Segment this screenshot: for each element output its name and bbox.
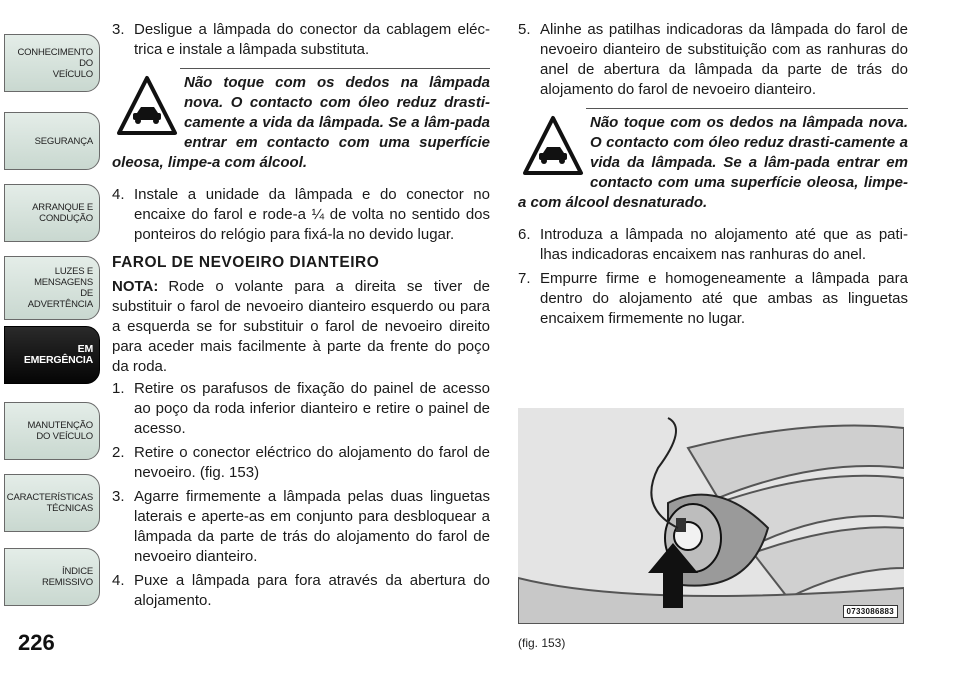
step-2 — [112, 443, 490, 483]
warning-text: Não toque com os dedos na lâmpada nova. O contacto com óleo reduz drasti-camente a vida da lâmpada. Se a lâm-pada entrar em contacto com uma superfície oleosa, limpe-a com álcool desnaturado. — [518, 114, 908, 211]
tab-arranque[interactable]: ARRANQUE E CONDUÇÃO — [4, 184, 100, 242]
step-text: Retire os parafusos de fixação do painel de acesso ao poço da roda inferior dianteiro e retire o painel de acesso. — [134, 380, 490, 437]
tab-indice[interactable]: ÍNDICE REMISSIVO — [4, 548, 100, 606]
step-4 — [112, 185, 490, 245]
step-text: Puxe a lâmpada para fora através da abertura do alojamento. — [134, 572, 490, 609]
figure-caption: (fig. 153) — [518, 636, 566, 650]
step-5 — [518, 20, 908, 100]
step-text: Desligue a lâmpada do conector da cablagem eléc-trica e instale a lâmpada substituta. — [134, 21, 490, 58]
section-heading: FAROL DE NEVOEIRO DIANTEIRO — [112, 254, 380, 271]
warning-rule — [180, 68, 490, 69]
note-text: Rode o volante para a direita se tiver de substituir o farol de nevoeiro dianteiro esquerdo ou para a esquerda se for substituir o farol de nevoeiro direito para aceder mais facilmente à parte da frente do poço da roda. — [112, 278, 490, 375]
step-3b — [112, 487, 490, 567]
warning-rule — [586, 108, 908, 109]
tab-conhecimento[interactable]: CONHECIMENTO DO VEÍCULO — [4, 34, 100, 92]
step-7 — [518, 269, 908, 329]
warning-text: Não toque com os dedos na lâmpada nova. O contacto com óleo reduz drasti-camente a vida da lâmpada. Se a lâm-pada entrar em contacto com uma superfície oleosa, limpe-a com álcool. — [112, 74, 490, 171]
step-text: Retire o conector eléctrico do alojamento do farol de nevoeiro. (fig. 153) — [134, 444, 490, 481]
step-number: 7. — [518, 270, 531, 287]
step-number: 5. — [518, 21, 531, 38]
step-text: Agarre firmemente a lâmpada pelas duas linguetas laterais e aperte-as em conjunto para desbloquear a lâmpada da parte de trás do alojamento do farol de nevoeiro dianteiro. — [134, 488, 490, 565]
warning-triangle-icon — [116, 75, 178, 137]
step-number: 2. — [112, 444, 125, 461]
note-label: NOTA: — [112, 278, 159, 295]
step-number: 3. — [112, 488, 125, 505]
step-text: Empurre firme e homogeneamente a lâmpada para dentro do alojamento até que ambas as linguetas encaixem firmemente no lugar. — [540, 270, 908, 327]
warning-box — [518, 108, 908, 213]
step-number: 6. — [518, 226, 531, 243]
warning-box — [112, 68, 490, 173]
right-column — [518, 20, 908, 333]
step-4b — [112, 571, 490, 611]
fog-lamp-illustration — [518, 408, 904, 624]
figure-fog-lamp — [518, 408, 904, 624]
page-number: 226 — [18, 630, 55, 655]
tab-manutencao[interactable]: MANUTENÇÃO DO VEÍCULO — [4, 402, 100, 460]
tab-luzes[interactable]: LUZES E MENSAGENS DE ADVERTÊNCIA — [4, 256, 100, 320]
figure-code: 0733086883 — [843, 605, 899, 618]
step-1 — [112, 379, 490, 439]
left-column — [112, 20, 490, 615]
note-paragraph — [112, 277, 490, 377]
step-3 — [112, 20, 490, 60]
step-number: 1. — [112, 380, 125, 397]
step-text: Alinhe as patilhas indicadoras da lâmpada do farol de nevoeiro dianteiro de substituição com as ranhuras do anel de abertura da lâmpada da parte de trás do alojamento do farol de nevoeiro dianteiro. — [540, 21, 908, 98]
step-number: 4. — [112, 572, 125, 589]
tab-seguranca[interactable]: SEGURANÇA — [4, 112, 100, 170]
step-text: Introduza a lâmpada no alojamento até que as pati-lhas indicadoras encaixem nas ranhuras do anel. — [540, 226, 908, 263]
step-text: Instale a unidade da lâmpada e do conector no encaixe do farol e rode-a ¼ de volta no sentido dos ponteiros do relógio para fixá-la no devido lugar. — [134, 186, 490, 243]
step-6 — [518, 225, 908, 265]
step-number: 4. — [112, 186, 125, 203]
tab-emergencia[interactable]: EM EMERGÊNCIA — [4, 326, 100, 384]
tab-caracteristicas[interactable]: CARACTERÍSTICAS TÉCNICAS — [4, 474, 100, 532]
chapter-tabs — [0, 0, 102, 678]
step-number: 3. — [112, 21, 125, 38]
warning-triangle-icon — [522, 115, 584, 177]
